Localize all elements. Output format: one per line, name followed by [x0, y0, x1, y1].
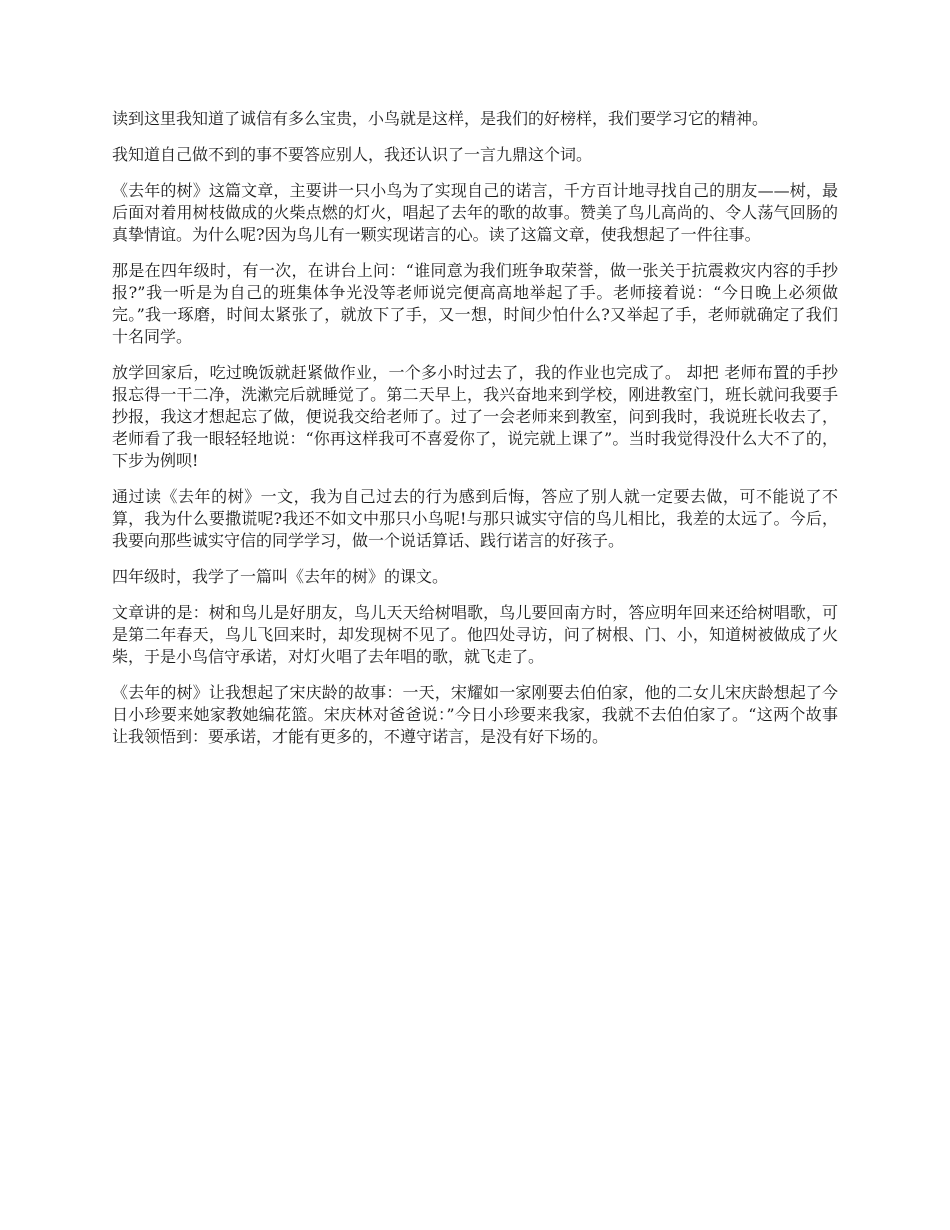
paragraph: 四年级时，我学了一篇叫《去年的树》的课文。: [112, 567, 449, 586]
document-body: [112, 108, 838, 762]
paragraph: 读到这里我知道了诚信有多么宝贵，小鸟就是这样，是我们的好榜样，我们要学习它的精神。: [112, 109, 769, 128]
paragraph: 放学回家后，吃过晚饭就赶紧做作业，一个多小时过去了，我的作业也完成了。 却把 老师布置的手抄报忘得一干二净，洗漱完后就睡觉了。第二天早上，我兴奋地来到学校，刚进教室门，班长就问我要手抄报，我这才想起忘了做，便说我交给老师了。过了一会老师来到教室，问到我时，我说班长收去了，老师看了我一眼轻轻地说：“你再这样我可不喜爱你了，说完就上课了”。当时我觉得没什么大不了的，下步为例呗!: [112, 363, 838, 470]
paragraph: 文章讲的是：树和鸟儿是好朋友，鸟儿天天给树唱歌，鸟儿要回南方时，答应明年回来还给树唱歌，可是第二年春天，鸟儿飞回来时，却发现树不见了。他四处寻访，问了树根、门、小，知道树被做成了火柴，于是小鸟信守承诺，对灯火唱了去年唱的歌，就飞走了。: [112, 603, 838, 666]
paragraph: 那是在四年级时，有一次，在讲台上问：“谁同意为我们班争取荣誉，做一张关于抗震救灾内容的手抄报?”我一听是为自己的班集体争光没等老师说完便高高地举起了手。老师接着说：“今日晚上必须做完。”我一琢磨，时间太紧张了，就放下了手，又一想，时间少怕什么?又举起了手，老师就确定了我们十名同学。: [112, 261, 838, 346]
paragraph: 《去年的树》这篇文章，主要讲一只小鸟为了实现自己的诺言，千方百计地寻找自己的朋友——树，最后面对着用树枝做成的火柴点燃的灯火，唱起了去年的歌的故事。赞美了鸟儿高尚的、令人荡气回肠的真挚情谊。为什么呢?因为鸟儿有一颗实现诺言的心。读了这篇文章，使我想起了一件往事。: [112, 181, 838, 244]
paragraph: 通过读《去年的树》一文，我为自己过去的行为感到后悔，答应了别人就一定要去做，可不能说了不算，我为什么要撒谎呢?我还不如文中那只小鸟呢!与那只诚实守信的鸟儿相比，我差的太远了。今后，我要向那些诚实守信的同学学习，做一个说话算话、践行诺言的好孩子。: [112, 487, 838, 550]
paragraph: 《去年的树》让我想起了宋庆龄的故事：一天，宋耀如一家刚要去伯伯家，他的二女儿宋庆龄想起了今日小珍要来她家教她编花篮。宋庆林对爸爸说：”今日小珍要来我家，我就不去伯伯家了。“这两个故事让我领悟到：要承诺，才能有更多的，不遵守诺言，是没有好下场的。: [112, 683, 838, 746]
paragraph: 我知道自己做不到的事不要答应别人，我还认识了一言九鼎这个词。: [112, 145, 593, 164]
